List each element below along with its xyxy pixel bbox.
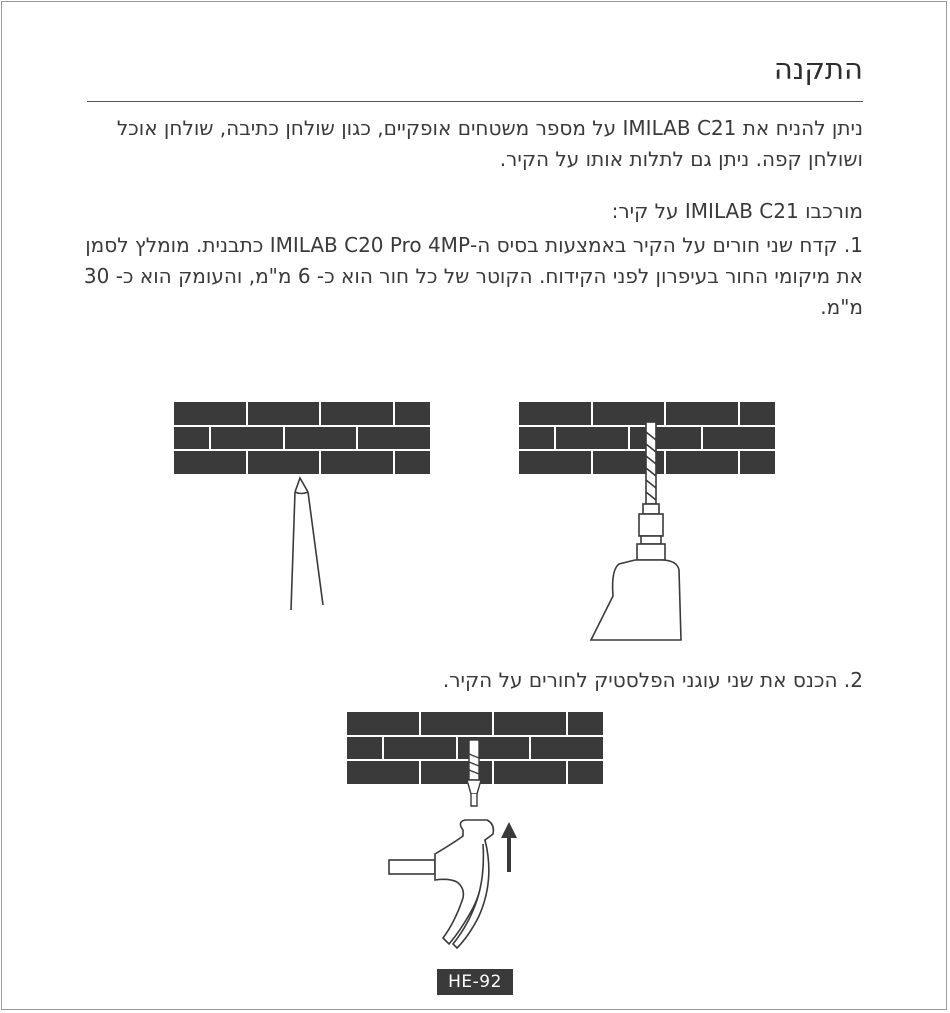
pencil-marking-illustration (170, 400, 435, 615)
brick-wall-left (174, 402, 430, 474)
wall-anchor-icon (467, 740, 481, 806)
anchor-inserting-illustration (345, 710, 610, 955)
pencil-icon (291, 478, 323, 610)
section-title: התקנה (773, 52, 863, 86)
wall-mount-heading: מורכבו IMILAB C21 על קיר: (611, 199, 863, 223)
hammer-icon (389, 820, 493, 948)
title-divider (87, 101, 863, 102)
arrow-up-icon (501, 822, 517, 872)
step-2-paragraph: 2. הכנס את שני עוגני הפלסטיק לחורים על הקיר. (442, 668, 863, 692)
drilling-illustration (515, 400, 780, 645)
page-number: HE-92 (437, 969, 513, 995)
step-1-paragraph: 1. קדח שני חורים על הקיר באמצעות בסיס ה-IMILAB C20 Pro 4MP כתבנית. מומלץ לסמן את מיקומי החור בעיפרון לפני הקידוח. הקוטר של כל חור הוא כ- 6 מ"מ, והעומק הוא כ- 30 מ"מ. (83, 233, 863, 319)
intro-paragraph: ניתן להניח את IMILAB C21 על מספר משטחים אופקיים, כגון שולחן כתיבה, שולחן אוכל ושולחן קפה. ניתן גם לתלות אותו על הקיר. (116, 116, 863, 171)
